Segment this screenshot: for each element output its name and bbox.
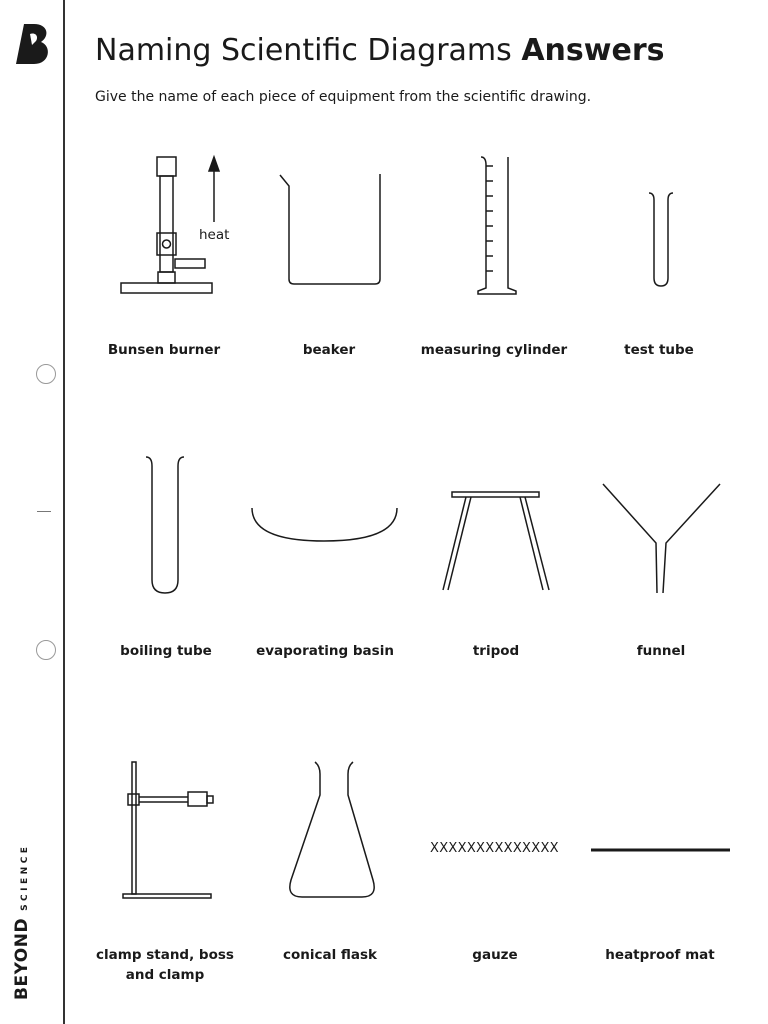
instructions: Give the name of each piece of equipment from the scientific drawing. [95,89,592,105]
title-main: Naming Scientific Diagrams [95,33,512,68]
title-bold: Answers [521,33,665,68]
measuring-cylinder-drawing [478,157,516,294]
label-tripod: tripod [472,643,520,659]
label-boiling-tube: boiling tube [120,643,212,659]
label-heatproof-mat: heatproof mat [605,947,715,963]
test-tube-drawing [649,193,673,286]
clamp-stand-drawing [123,762,213,898]
funnel-drawing [603,484,720,593]
heat-label: heat [199,227,230,243]
heat-arrow [209,157,219,222]
label-gauze: gauze [472,947,518,963]
gauze-drawing: XXXXXXXXXXXXXX [430,841,559,856]
label-funnel: funnel [636,643,686,659]
conical-flask-drawing [290,762,374,897]
label-beaker: beaker [302,342,356,358]
label-conical-flask: conical flask [282,947,378,963]
tripod-drawing [443,492,549,590]
label-measuring-cylinder: measuring cylinder [420,342,568,358]
label-clamp-stand: clamp stand, boss and clamp [96,947,234,983]
label-test-tube: test tube [624,342,694,358]
label-bunsen-burner: Bunsen burner [107,342,221,358]
brand-name: BEYOND [12,917,32,1000]
boiling-tube-drawing [146,457,184,593]
bunsen-burner-drawing [121,157,212,293]
beaker-drawing [280,174,380,284]
label-evaporating-basin: evaporating basin [256,643,394,659]
evaporating-basin-drawing [252,508,397,541]
brand-sub: SCIENCE [20,843,30,911]
